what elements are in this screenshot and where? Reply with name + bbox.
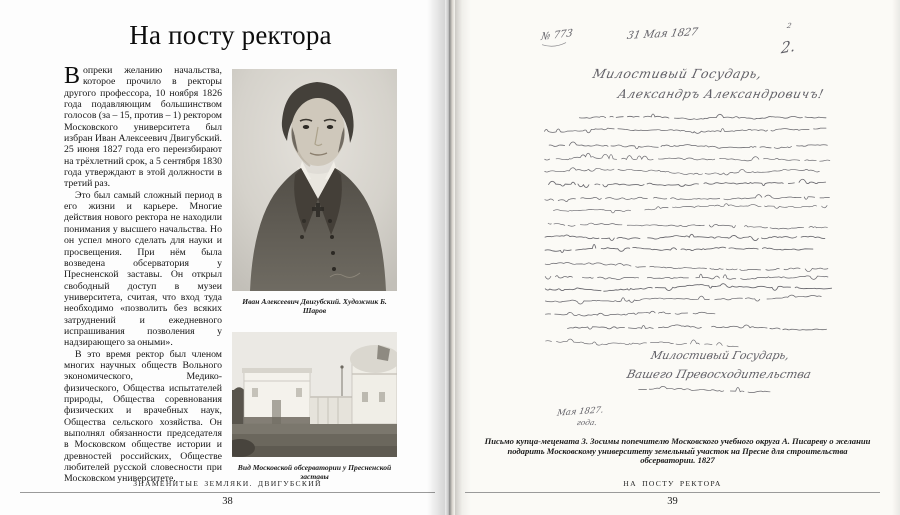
right-page [455, 0, 900, 515]
letter-closing-2: Вашего Превосходительства [625, 367, 813, 381]
right-running-head: НА ПОСТУ РЕКТОРА [623, 479, 722, 488]
letter-caption: Письмо купца-мецената З. Зосимы попечителю Московского учебного округа А. Писареву о желании подарить Московскому университету земельный участок на Пресне для строительства обсерватории. 1827 [484, 436, 871, 466]
portrait-caption: Иван Алексеевич Двигубский. Художник Б. Шаров [242, 297, 387, 315]
image-column [232, 65, 397, 485]
left-page-footer [20, 479, 435, 507]
left-footer-rule [20, 492, 435, 493]
letter-page-mark: 2. [780, 36, 796, 58]
right-footer-rule [465, 492, 880, 493]
observatory-caption: Вид Московской обсерватории у Пресненской заставы [237, 463, 392, 481]
right-page-number: 39 [667, 496, 678, 507]
left-page [0, 0, 445, 515]
letter-date-top: 31 Мая 1827 [625, 26, 699, 42]
portrait-figure [232, 69, 397, 315]
letter-date-bottom-1: Мая 1827. [556, 405, 605, 419]
letter-page-mark-small: 2 [786, 22, 793, 30]
paragraph-3: В это время ректор был членом многих научных обществ Вольного экономического, Медико-физического, Общества испытателей природы, Общества соревнования физических и врачебных наук, Общества сельского хозяйства. Он выполнял обязанности председателя в Московском обществе истории и древностей российских, Обществе любителей русской словесности при Московском университете. [64, 348, 222, 485]
left-running-head: ЗНАМЕНИТЫЕ ЗЕМЛЯКИ. ДВИГУБСКИЙ [133, 479, 322, 488]
letter-closing-1: Милостивый Государь, [649, 349, 791, 362]
left-page-number: 38 [222, 496, 233, 507]
letter-date-bottom-2: года. [575, 418, 598, 427]
paragraph-2: Это был самый сложный период в его жизни и карьере. Многие действия нового ректора не находили понимания у высшего начальства. Но он успел много сделать для науки и просвещения. При нём была возведена обсерватория у Пресненской заставы. Он открыл свободный доступ в музеи университета, считая, что вход туда необходимо «позволить без всяких затруднений и ежедневного испрашивания позволения у надзирающего за оными». [64, 189, 222, 349]
drop-cap: В [64, 63, 81, 89]
letter-salutation-1: Милостивый Государь, [591, 66, 764, 81]
letter-salutation-2: Александръ Александровичъ! [616, 87, 826, 101]
observatory-image [232, 332, 397, 457]
page-title: На посту ректора [129, 20, 332, 50]
portrait-image [232, 69, 397, 291]
observatory-figure [232, 332, 397, 481]
letter-number: № 773 [540, 27, 574, 44]
right-page-footer [465, 479, 880, 507]
paragraph-1 [64, 65, 222, 190]
body-text-column [64, 65, 222, 485]
letter-scan [455, 0, 900, 462]
paragraph-1-text: опреки желанию начальства, которое прочило в ректоры другого профессора, 10 ноября 1826 года подавляющим большинством голосов (за – 15, против – 1) ректором Московского университета был избран Иван Алексеевич Двигубский. 25 июня 1827 года его переизбирают на трёхлетний срок, а 5 сентября 1830 года утверждают в этой должности в третий раз. [64, 65, 222, 190]
